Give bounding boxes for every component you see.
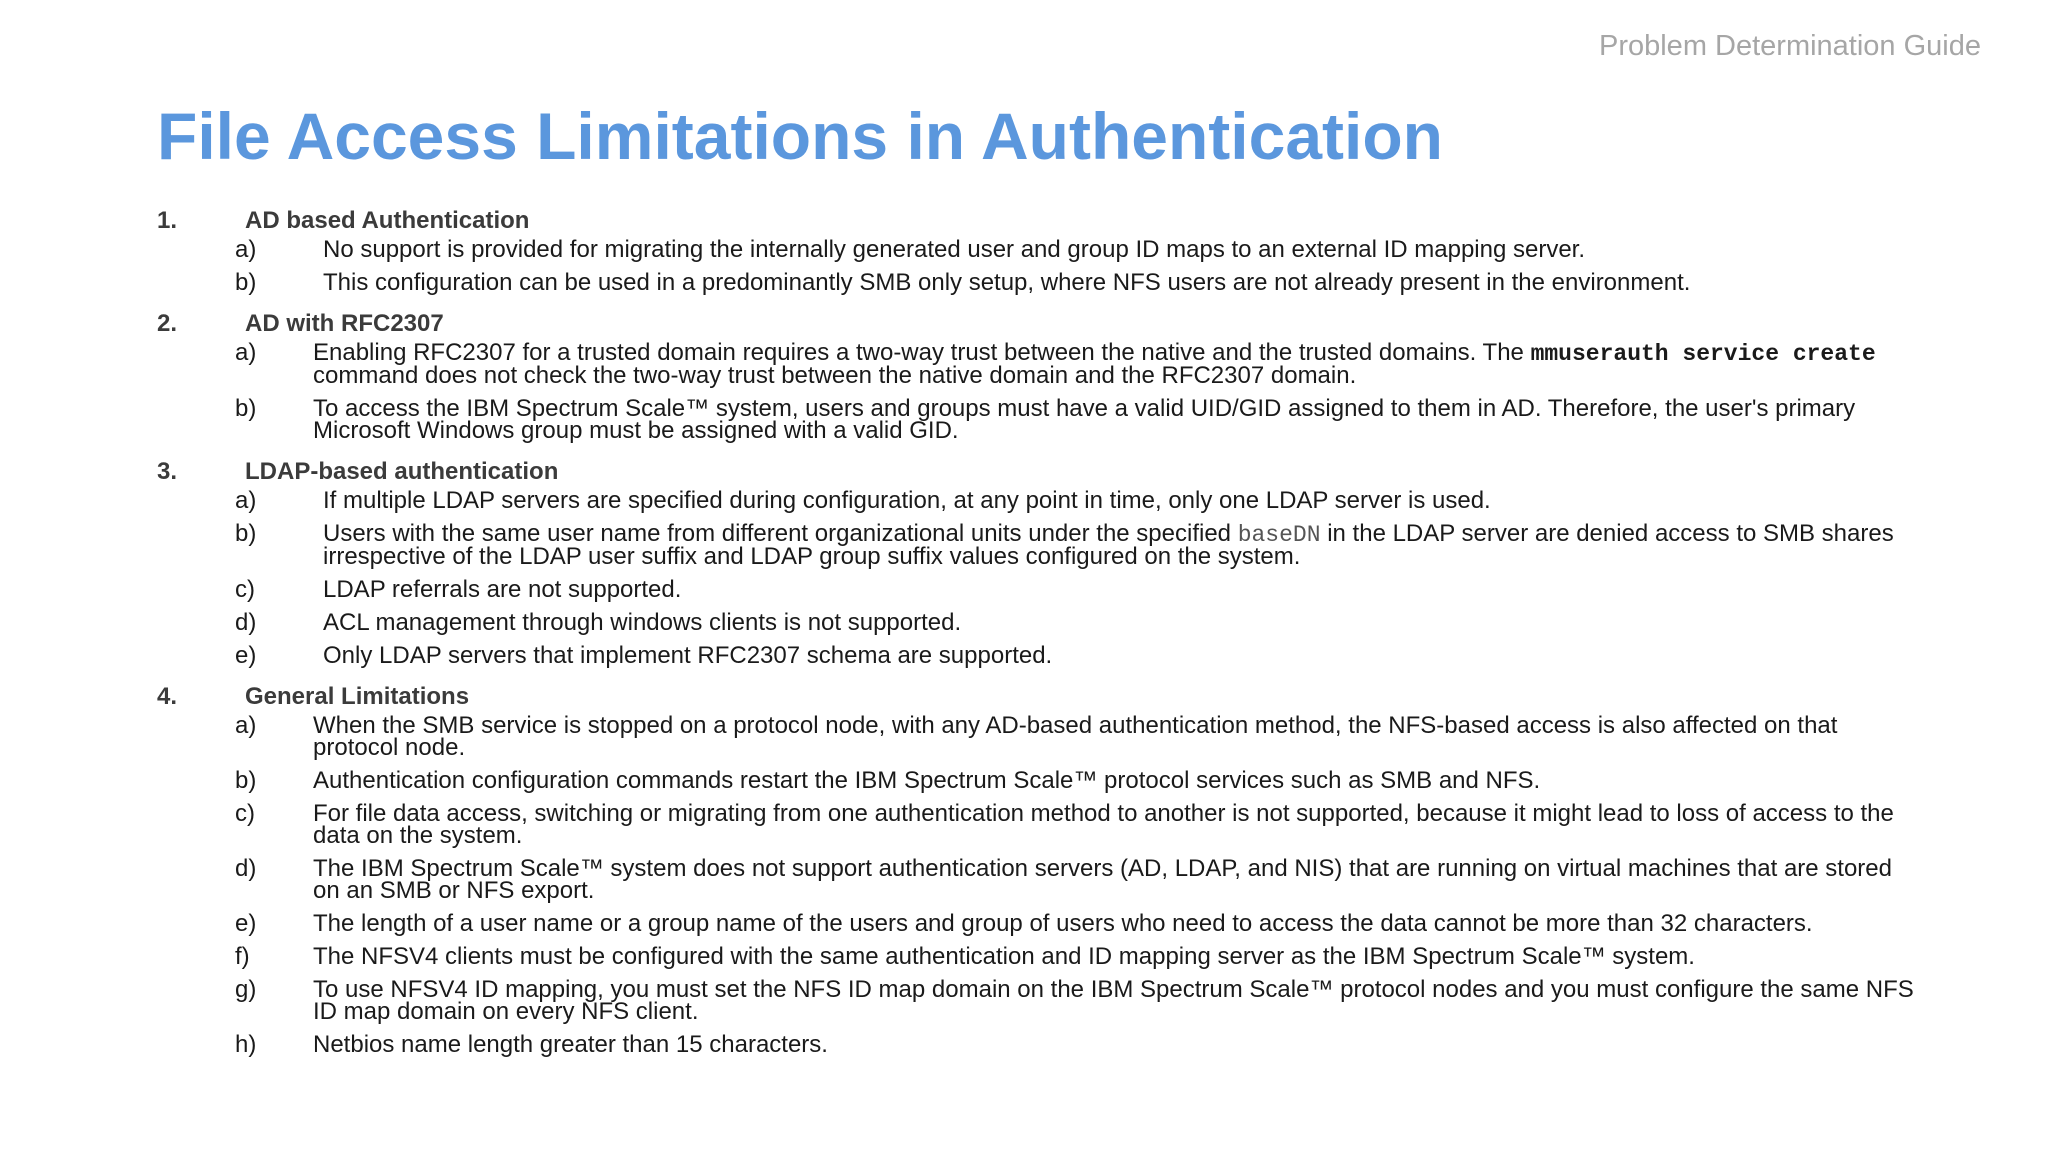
item-text-part: Enabling RFC2307 for a trusted domain requires a two-way trust between the native and the trusted domains. The	[313, 339, 1531, 366]
item-letter: b)	[235, 767, 257, 794]
item-text: For file data access, switching or migrating from one authentication method to another is not supported, because it might lead to loss of access to the data on the system.	[313, 800, 1894, 849]
section-heading	[157, 457, 1917, 487]
item-letter: d)	[235, 609, 257, 636]
list-item	[157, 520, 1917, 570]
item-letter: a)	[235, 339, 257, 366]
item-letter: e)	[235, 642, 257, 669]
item-letter: c)	[235, 800, 255, 827]
item-letter: f)	[235, 943, 250, 970]
list-item	[157, 976, 1917, 1025]
item-text: If multiple LDAP servers are specified during configuration, at any point in time, only one LDAP server is used.	[323, 487, 1491, 514]
list-item	[157, 395, 1917, 444]
list-item	[157, 767, 1917, 794]
item-letter: c)	[235, 576, 255, 603]
item-letter: b)	[235, 520, 257, 547]
item-text: Netbios name length greater than 15 characters.	[313, 1031, 828, 1058]
item-letter: b)	[235, 269, 257, 296]
item-text: ACL management through windows clients is not supported.	[323, 609, 962, 636]
section-title: General Limitations	[245, 683, 470, 710]
item-text-part: in the LDAP server are denied access to SMB shares irrespective of the LDAP user suffix and LDAP group suffix values configured on the system.	[323, 520, 1894, 570]
section-general-limitations	[157, 682, 1917, 1056]
section-heading	[157, 206, 1917, 236]
list-item	[157, 712, 1917, 761]
item-text: To use NFSV4 ID mapping, you must set the NFS ID map domain on the IBM Spectrum Scale™ protocol nodes and you must configure the same NFS ID map domain on every NFS client.	[313, 976, 1914, 1025]
list-item	[157, 576, 1917, 603]
item-text: The IBM Spectrum Scale™ system does not support authentication servers (AD, LDAP, and NIS) that are running on virtual machines that are stored on an SMB or NFS export.	[313, 855, 1892, 904]
item-text: To access the IBM Spectrum Scale™ system, users and groups must have a valid UID/GID assigned to them in AD. Therefore, the user's primary Microsoft Windows group must be assigned with a valid GID.	[313, 395, 1856, 444]
limitations-list	[157, 206, 1917, 1071]
section-heading	[157, 309, 1917, 339]
item-letter: a)	[235, 236, 257, 263]
page-title: File Access Limitations in Authentication	[157, 99, 1443, 173]
item-letter: a)	[235, 487, 257, 514]
item-text: Authentication configuration commands restart the IBM Spectrum Scale™ protocol services such as SMB and NFS.	[313, 767, 1541, 794]
section-ad-rfc2307	[157, 309, 1917, 442]
item-text: Only LDAP servers that implement RFC2307 schema are supported.	[323, 642, 1053, 669]
section-ldap-based	[157, 457, 1917, 667]
item-letter: g)	[235, 976, 257, 1003]
list-item	[157, 487, 1917, 514]
section-title: AD based Authentication	[245, 207, 530, 234]
section-title: AD with RFC2307	[245, 310, 444, 337]
item-letter: a)	[235, 712, 257, 739]
section-number: 4.	[157, 683, 178, 710]
item-text: This configuration can be used in a predominantly SMB only setup, where NFS users are not already present in the environment.	[323, 269, 1691, 296]
item-text	[313, 339, 1917, 389]
item-text	[323, 520, 1917, 570]
item-text: When the SMB service is stopped on a protocol node, with any AD-based authentication method, the NFS-based access is also affected on that protocol node.	[313, 712, 1838, 761]
section-ad-based	[157, 206, 1917, 294]
list-item	[157, 236, 1917, 263]
basedn-code: baseDN	[1237, 522, 1321, 548]
item-text: LDAP referrals are not supported.	[323, 576, 682, 603]
guide-header-label: Problem Determination Guide	[1598, 30, 1981, 62]
list-item	[157, 339, 1917, 389]
section-number: 2.	[157, 310, 178, 337]
list-item	[157, 943, 1917, 970]
section-heading	[157, 682, 1917, 712]
section-number: 1.	[157, 207, 178, 234]
item-text: The NFSV4 clients must be configured with the same authentication and ID mapping server as the IBM Spectrum Scale™ system.	[313, 943, 1695, 970]
item-letter: d)	[235, 855, 257, 882]
item-text-part: command does not check the two-way trust between the native domain and the RFC2307 domain.	[313, 362, 1357, 389]
list-item	[157, 855, 1917, 904]
list-item	[157, 269, 1917, 296]
list-item	[157, 910, 1917, 937]
item-letter: b)	[235, 395, 257, 422]
item-letter: e)	[235, 910, 257, 937]
item-text-part: Users with the same user name from different organizational units under the specified	[323, 520, 1238, 547]
item-text: The length of a user name or a group name of the users and group of users who need to access the data cannot be more than 32 characters.	[313, 910, 1813, 937]
list-item	[157, 642, 1917, 669]
command-code: mmuserauth service create	[1530, 341, 1876, 367]
item-text: No support is provided for migrating the internally generated user and group ID maps to an external ID mapping server.	[323, 236, 1586, 263]
list-item	[157, 1031, 1917, 1058]
section-title: LDAP-based authentication	[245, 458, 559, 485]
section-number: 3.	[157, 458, 178, 485]
item-letter: h)	[235, 1031, 257, 1058]
list-item	[157, 800, 1917, 849]
list-item	[157, 609, 1917, 636]
